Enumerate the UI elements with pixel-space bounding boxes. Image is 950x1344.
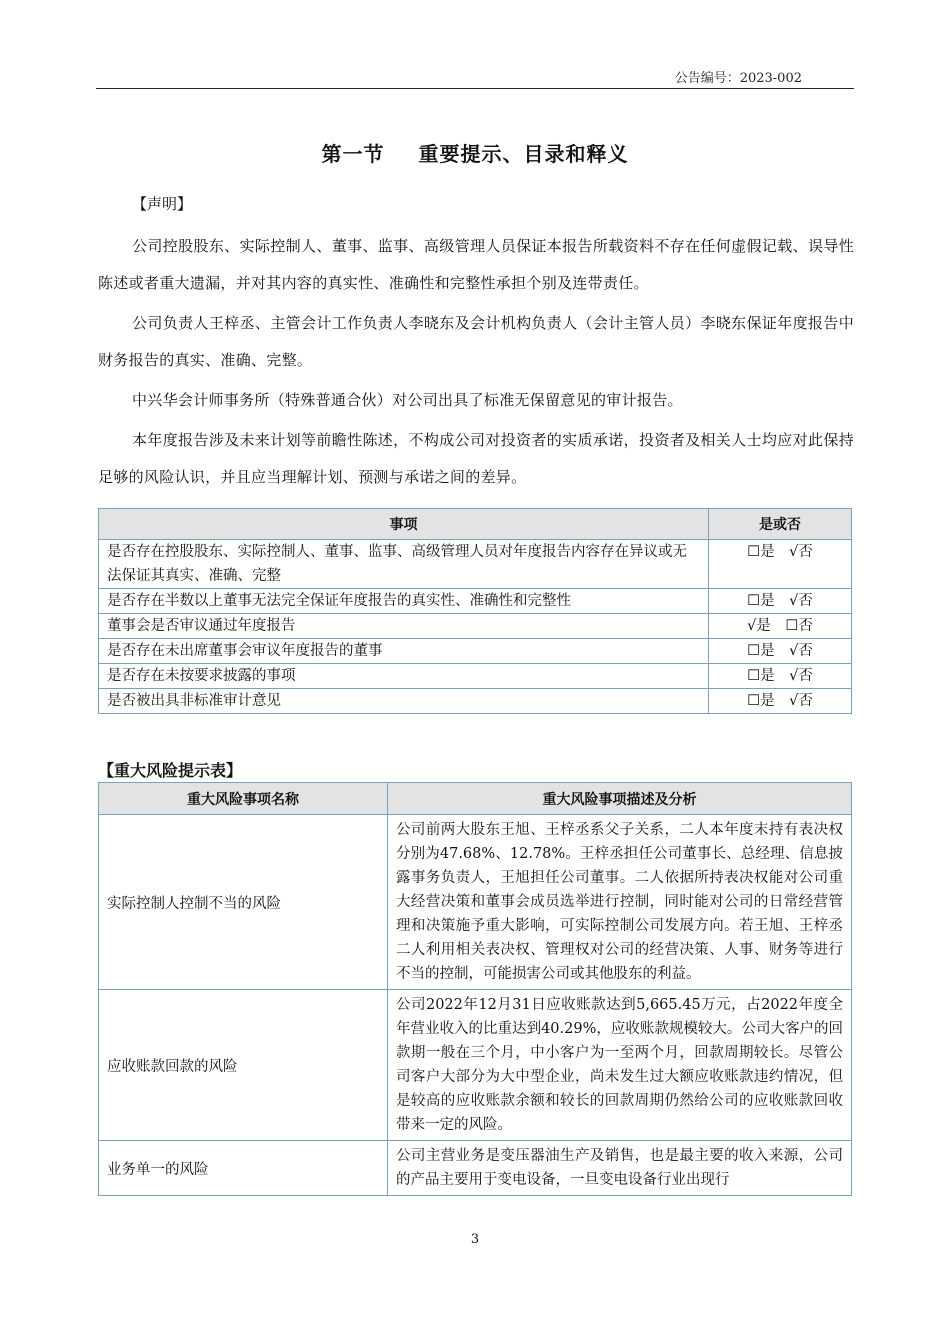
header-divider (96, 88, 854, 89)
matter-answer: ☐是 √否 (709, 689, 852, 714)
table-row (99, 614, 852, 639)
matter-answer: √是 ☐否 (709, 614, 852, 639)
matter-answer: ☐是 √否 (709, 540, 852, 589)
risk-table-title: 【重大风险提示表】 (98, 761, 243, 780)
table-row (99, 990, 852, 1141)
page-number: 3 (470, 1232, 480, 1247)
announcement-number: 公告编号：2023-002 (674, 71, 802, 86)
table-row (99, 664, 852, 689)
section-number: 第一节 (321, 142, 385, 166)
matter-item: 是否存在未按要求披露的事项 (99, 664, 709, 689)
table-row (99, 689, 852, 714)
declaration-paragraph: 本年度报告涉及未来计划等前瞻性陈述，不构成公司对投资者的实质承诺，投资者及相关人士均应对此保持足够的风险认识，并且应当理解计划、预测与承诺之间的差异。 (98, 431, 854, 486)
risk-description: 公司前两大股东王旭、王梓丞系父子关系，二人本年度末持有表决权分别为47.68%、12.78%。王梓丞担任公司董事长、总经理、信息披露事务负责人，王旭担任公司董事。二人依据所持表决权能对公司重大经营决策和董事会成员选举进行控制，同时能对公司的日常经营管理和决策施予重大影响，可实际控制公司发展方向。若王旭、王梓丞二人利用相关表决权、管理权对公司的经营决策、人事、财务等进行不当的控制，可能损害公司或其他股东的利益。 (388, 815, 852, 990)
risk-description: 公司主营业务是变压器油生产及销售，也是最主要的收入来源，公司的产品主要用于变电设备，一旦变电设备行业出现行 (388, 1141, 852, 1196)
declaration-paragraph: 公司控股股东、实际控制人、董事、监事、高级管理人员保证本报告所载资料不存在任何虚假记载、误导性陈述或者重大遗漏，并对其内容的真实性、准确性和完整性承担个别及连带责任。 (98, 237, 854, 292)
risk-table (98, 782, 852, 1196)
matter-item: 是否被出具非标准审计意见 (99, 689, 709, 714)
table-row (99, 1141, 852, 1196)
matter-item: 是否存在半数以上董事无法完全保证年度报告的真实性、准确性和完整性 (99, 589, 709, 614)
column-header-risk-name: 重大风险事项名称 (99, 783, 388, 815)
table-row (99, 815, 852, 990)
declaration-paragraphs (98, 228, 854, 499)
table-row (99, 639, 852, 664)
risk-description: 公司2022年12月31日应收账款达到5,665.45万元，占2022年度全年营业收入的比重达到40.29%，应收账款规模较大。公司大客户的回款期一般在三个月，中小客户为一至两个月，回款周期较长。尽管公司客户大部分为大中型企业，尚未发生过大额应收账款违约情况，但是较高的应收账款余额和较长的回款周期仍然给公司的应收账款回收带来一定的风险。 (388, 990, 852, 1141)
declaration-paragraph: 中兴华会计师事务所（特殊普通合伙）对公司出具了标准无保留意见的审计报告。 (132, 391, 683, 409)
declaration-label: 【声明】 (132, 195, 193, 213)
matter-item: 董事会是否审议通过年度报告 (99, 614, 709, 639)
matters-table (98, 508, 852, 714)
declaration-paragraph: 公司负责人王梓丞、主管会计工作负责人李晓东及会计机构负责人（会计主管人员）李晓东保证年度报告中财务报告的真实、准确、完整。 (98, 314, 854, 369)
risk-name: 实际控制人控制不当的风险 (99, 815, 388, 990)
matter-answer: ☐是 √否 (709, 639, 852, 664)
risk-name: 业务单一的风险 (99, 1141, 388, 1196)
table-header-row (99, 783, 852, 815)
section-title (0, 138, 950, 167)
matter-answer: ☐是 √否 (709, 589, 852, 614)
matter-item: 是否存在控股股东、实际控制人、董事、监事、高级管理人员对年度报告内容存在异议或无法保证其真实、准确、完整 (99, 540, 709, 589)
matter-item: 是否存在未出席董事会审议年度报告的董事 (99, 639, 709, 664)
risk-name: 应收账款回款的风险 (99, 990, 388, 1141)
table-row (99, 540, 852, 589)
column-header-answer: 是或否 (709, 509, 852, 540)
column-header-risk-description: 重大风险事项描述及分析 (388, 783, 852, 815)
matter-answer: ☐是 √否 (709, 664, 852, 689)
table-header-row (99, 509, 852, 540)
table-row (99, 589, 852, 614)
column-header-item: 事项 (99, 509, 709, 540)
section-heading: 重要提示、目录和释义 (418, 142, 629, 166)
